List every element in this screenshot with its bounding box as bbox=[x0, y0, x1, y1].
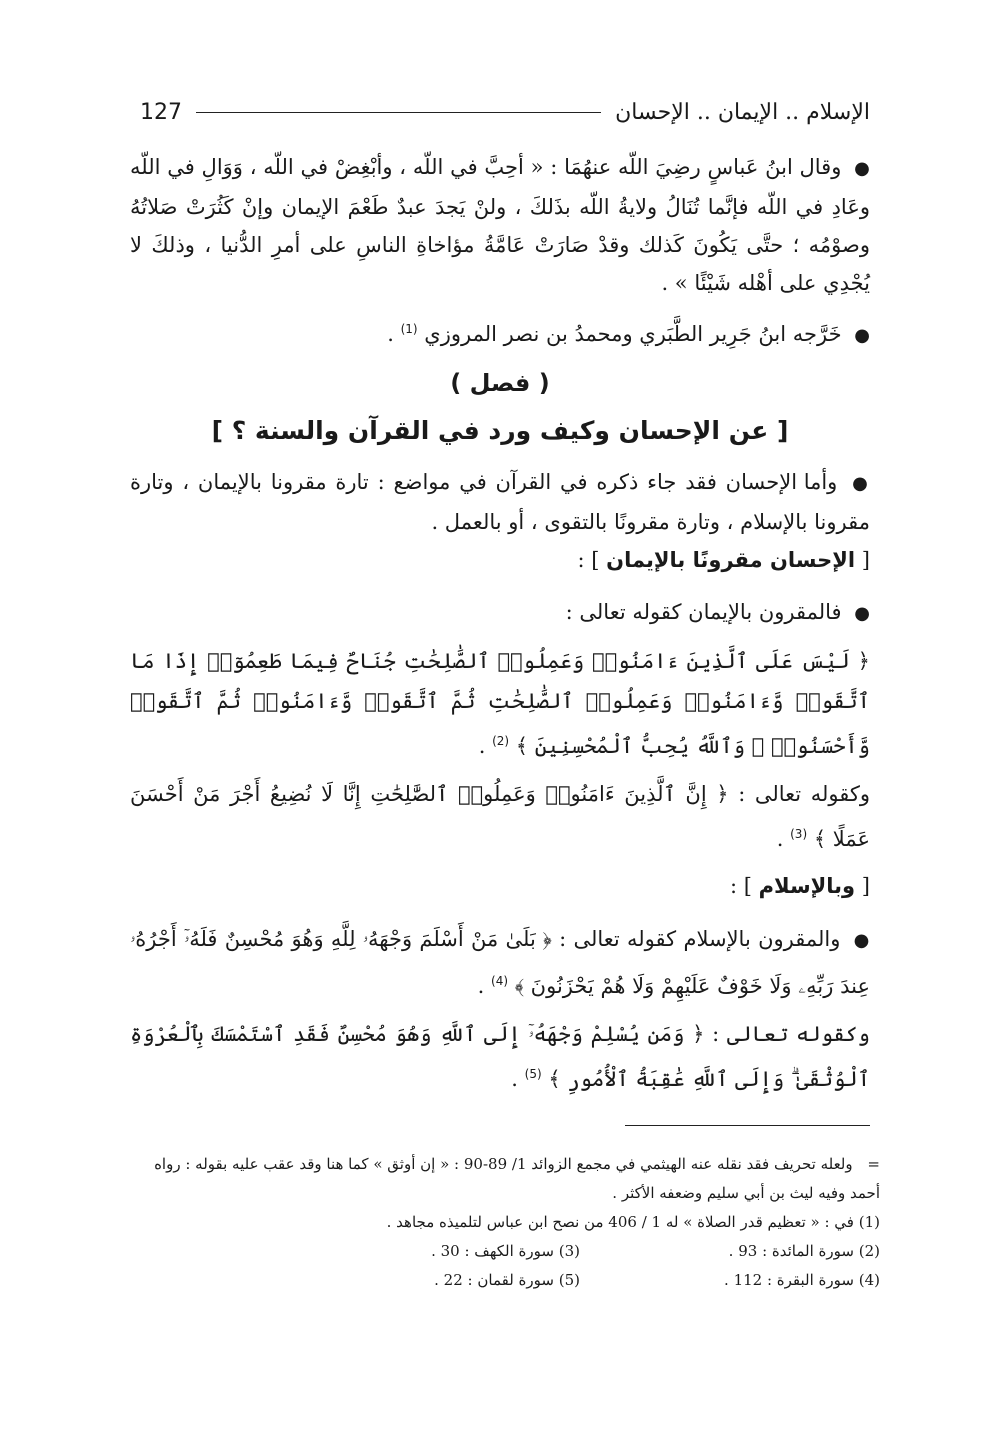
footnote-1: (1) في : « تعظيم قدر الصلاة » له 1 / 406 من نصح ابن عباس لتلميذه مجاهد . bbox=[386, 1213, 880, 1231]
bullet-icon: ● bbox=[852, 473, 870, 494]
footnote-text: ولعله تحريف فقد نقله عنه الهيثمي في مجمع الزوائد 1/ 89-90 : « إن أوثق » كما هنا وقد عقب عليه بقوله : رواه أحمد وفيه ليث بن أبي سليم وضعفه الأكثر . bbox=[154, 1155, 880, 1202]
footnote-ref: (3) bbox=[790, 827, 808, 841]
footnote-ref: (4) bbox=[491, 974, 509, 988]
verse-luqman bbox=[130, 1014, 870, 1099]
footnote-5: (5) سورة لقمان : 22 . bbox=[434, 1271, 580, 1289]
paragraph-ihsan-intro bbox=[130, 463, 870, 541]
paragraph-text: وكقوله تعالى : bbox=[738, 782, 870, 806]
footnote-row bbox=[150, 1237, 880, 1266]
paragraph-takhrij bbox=[130, 310, 870, 355]
verse-text: ﴿ وَمَن يُسْلِمْ وَجْهَهُۥٓ إِلَى ٱللَّهِ وَهُوَ مُحْسِنٌ فَقَدِ ٱسْتَمْسَكَ بِٱلْعُرْوَةِ ٱلْوُثْقَىٰ ۗ وَإِلَى ٱللَّهِ عَٰقِبَةُ ٱلْأُمُورِ ﴾ bbox=[130, 1022, 870, 1091]
punctuation: . bbox=[387, 322, 394, 346]
verse-text: ﴿ لَيْسَ عَلَى ٱلَّذِينَ ءَامَنُوا۟ وَعَمِلُوا۟ ٱلصَّٰلِحَٰتِ جُنَاحٌ فِيمَا طَعِمُوٓا۟ إِذَا مَا ٱتَّقَوا۟ وَّءَامَنُوا۟ وَعَمِلُوا۟ ٱلصَّٰلِحَٰتِ ثُمَّ ٱتَّقَوا۟ وَّءَامَنُوا۟ ثُمَّ ٱتَّقَوا۟ وَّأَحْسَنُوا۟ ۗ وَٱللَّهُ يُحِبُّ ٱلْمُحْسِنِينَ ﴾ bbox=[130, 649, 870, 758]
subheading-title: وبالإسلام bbox=[758, 874, 856, 898]
paragraph-text: وقال ابنُ عَباسٍ رضِيَ اللّه عنهُمَا : « أحِبَّ في اللّه ، وأبْغِضْ في اللّه ، وَوَالِ في اللّه وعَادِ في اللّه فإنَّما تُنَالُ ولايةُ اللّه بذَلكَ ، ولنْ يَجدَ عبدٌ طَعْمَ الإيمان وإنْ كَثُرَتْ صَلاتُهُ وصوْمُه ؛ حتَّى يَكُونَ كَذلك وقدْ صَارَتْ عَامَّةُ مؤاخاةِ الناسِ على أمرِ الدُّنيا ، وذلكَ لا يُجْدِي على أهْله شَيْئًا » . bbox=[130, 155, 870, 295]
footnote-3: (3) سورة الكهف : 30 . bbox=[431, 1242, 580, 1260]
punctuation: . bbox=[478, 734, 486, 758]
header-rule bbox=[196, 112, 601, 113]
paragraph-text: خَرَّجه ابنُ جَرِير الطَّبَري ومحمدُ بن نصر المروزي bbox=[424, 322, 842, 346]
verse-baqarah bbox=[130, 919, 870, 1006]
paragraph-text: فالمقرون بالإيمان كقوله تعالى : bbox=[565, 600, 842, 624]
section-label: ( فصل ) bbox=[450, 369, 550, 397]
footnote-continuation bbox=[150, 1150, 880, 1208]
paragraph-ibn-abbas bbox=[130, 148, 870, 302]
page-body bbox=[130, 148, 870, 1099]
page-number: 127 bbox=[140, 99, 182, 125]
paragraph-iman-lead bbox=[130, 593, 870, 633]
footnote-ref: (2) bbox=[492, 734, 510, 748]
bullet-icon: ● bbox=[853, 930, 870, 951]
verse-text: ﴿ إِنَّ ٱلَّذِينَ ءَامَنُوا۟ وَعَمِلُوا۟ ٱلصَّٰلِحَٰتِ إِنَّا لَا نُضِيعُ أَجْرَ مَنْ أَحْسَنَ عَمَلًا ﴾ bbox=[130, 782, 870, 851]
subheading-title: الإحسان مقرونًا بالإيمان bbox=[606, 548, 856, 572]
footnote-4: (4) سورة البقرة : 112 . bbox=[724, 1271, 880, 1289]
punctuation: . bbox=[776, 827, 784, 851]
punctuation: . bbox=[477, 974, 485, 998]
footnote-ref: (1) bbox=[400, 322, 418, 336]
verse-kahf bbox=[130, 774, 870, 859]
subheading-iman bbox=[130, 541, 870, 579]
paragraph-text: وأما الإحسان فقد جاء ذكره في القرآن في مواضع : تارة مقرونا بالإيمان ، وتارة مقرونا بالإسلام ، وتارة مقرونًا بالتقوى ، أو بالعمل . bbox=[130, 470, 870, 534]
footnotes bbox=[150, 1150, 880, 1295]
paragraph-text: والمقرون بالإسلام كقوله تعالى : bbox=[559, 927, 841, 951]
page-header bbox=[140, 92, 870, 132]
bullet-icon: ● bbox=[854, 158, 870, 179]
continuation-mark: = bbox=[867, 1155, 880, 1173]
bracket: [ bbox=[861, 874, 870, 898]
section-heading: [ عن الإحسان وكيف ورد في القرآن والسنة ؟ ] bbox=[211, 416, 789, 445]
footnote-separator bbox=[625, 1125, 870, 1126]
paragraph-text: وكقوله تعالى : bbox=[712, 1022, 870, 1046]
bracket: ] : bbox=[730, 874, 752, 898]
footnote-row bbox=[150, 1266, 880, 1295]
bullet-icon: ● bbox=[854, 603, 870, 624]
verse-text: ﴿ بَلَىٰ مَنْ أَسْلَمَ وَجْهَهُۥ لِلَّهِ وَهُوَ مُحْسِنٌ فَلَهُۥٓ أَجْرُهُۥ عِندَ رَبِّهِۦ وَلَا خَوْفٌ عَلَيْهِمْ وَلَا هُمْ يَحْزَنُونَ ﴾ bbox=[130, 927, 870, 998]
bullet-icon: ● bbox=[854, 325, 870, 346]
subheading-islam bbox=[130, 867, 870, 905]
bracket: ] : bbox=[577, 548, 600, 572]
running-title: الإسلام .. الإيمان .. الإحسان bbox=[615, 99, 870, 125]
footnote-2: (2) سورة المائدة : 93 . bbox=[728, 1242, 880, 1260]
verse-maidah bbox=[130, 641, 870, 766]
footnote-ref: (5) bbox=[524, 1067, 542, 1081]
bracket: [ bbox=[861, 548, 870, 572]
punctuation: . bbox=[511, 1067, 518, 1091]
